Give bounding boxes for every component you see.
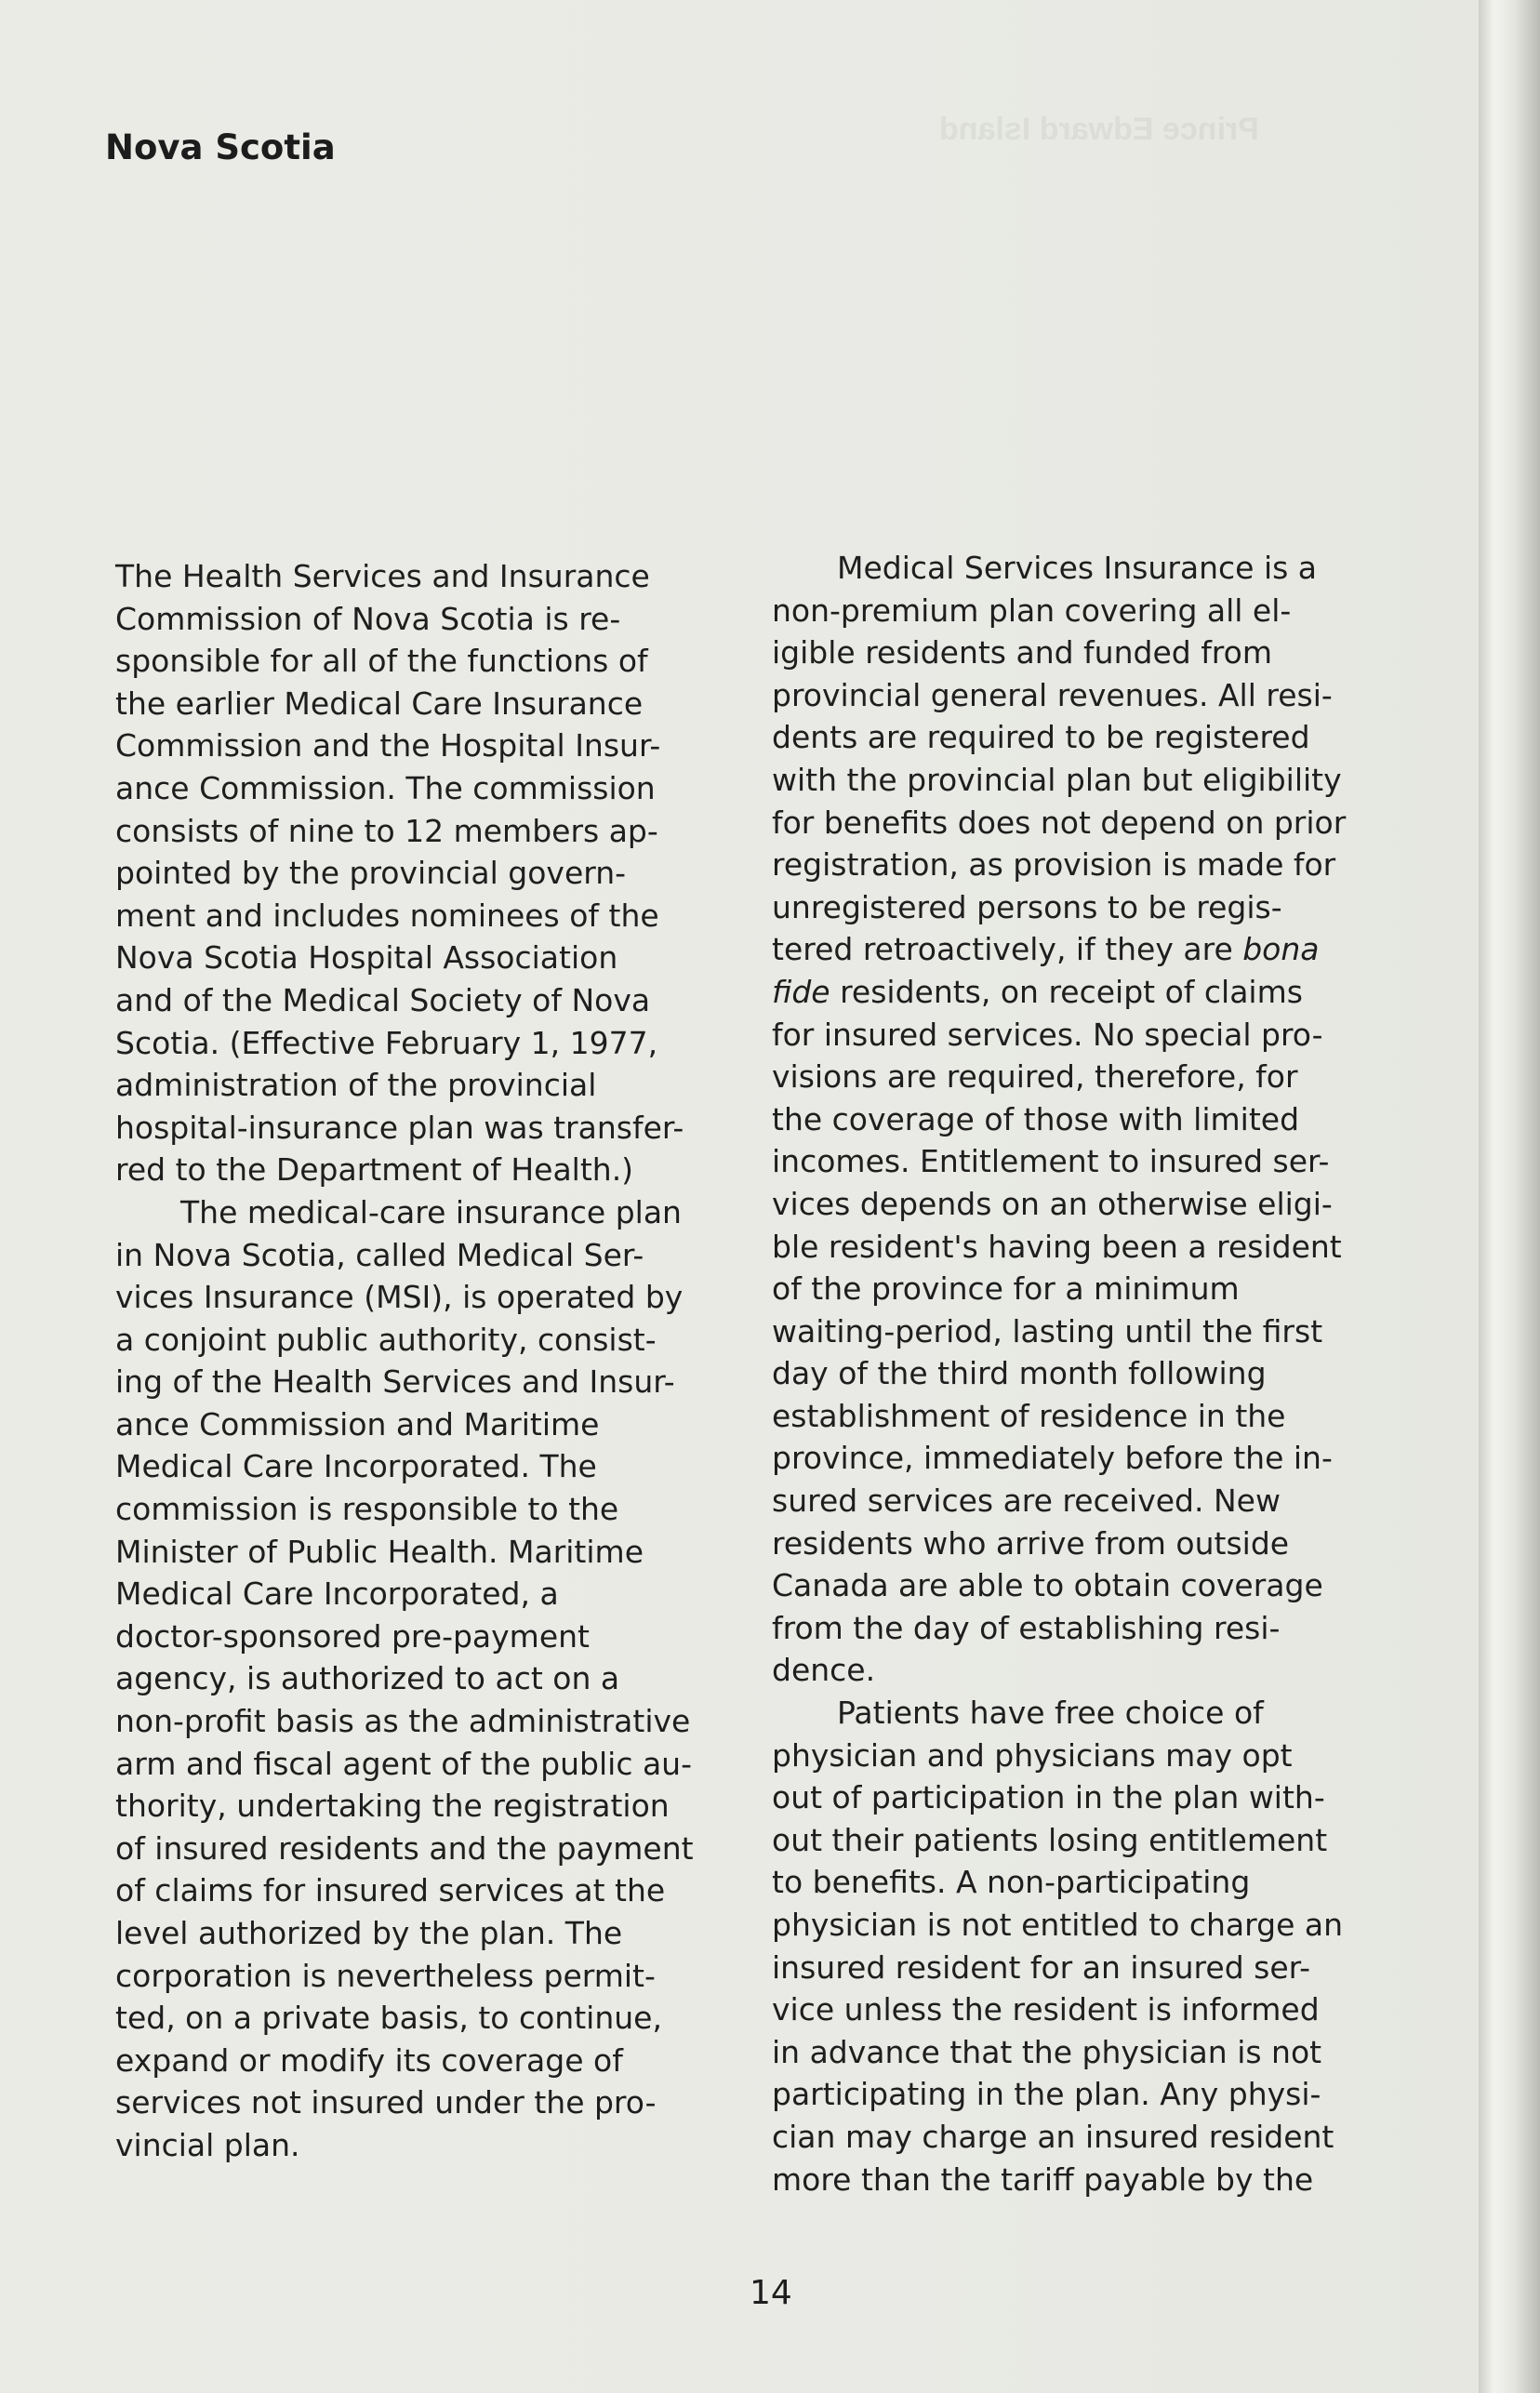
right-paragraph-1-lines: Medical Services Insurance is a non-premium plan covering all el- igible residents and funded from provincial general revenues. All resi- dents are required to be registered with the provincial plan but eligibility for benefits does not depend on prior registration, as provision is made for unregistered persons to be regis- tered retroactively, if they are bona fide residents, on receipt of claims for insured services. No special pro- visions are required, therefore, for the coverage of those with limited incomes. Entitlement to insured ser- vices depends on an otherwise eligi- ble resident's having been a resident of the province for a minimum waiting-period, lasting until the first day of the third month following establishment of residence in the province, immediately before the in- sured services are received. New residents who arrive from outside Canada are able to obtain coverage from the day of establishing resi- dence. <box>772 550 1347 1689</box>
page-number: 14 <box>750 2274 792 2312</box>
left-paragraph-1-lines: The Health Services and Insurance Commission of Nova Scotia is re- sponsible for all of the functions of the earlier Medical Care Insurance Commission and the Hospital Insur- ance Commission. The commission consists of nine to 12 members ap- pointed by the provincial govern- ment and includes nominees of the Nova Scotia Hospital Association and of the Medical Society of Nova Scotia. (Effective February 1, 1977, administration of the provincial hospital-insurance plan was transfer- red to the Department of Health.) <box>115 558 684 1189</box>
left-paragraph-2-lines: The medical-care insurance plan in Nova Scotia, called Medical Ser- vices Insurance (MSI), is operated by a conjoint public authority, consist- ing of the Health Services and Insur- ance Commission and Maritime Medical Care Incorporated. The commission is responsible to the Minister of Public Health. Maritime Medical Care Incorporated, a doctor-sponsored pre-payment agency, is authorized to act on a non-profit basis as the administrative arm and fiscal agent of the public au- thority, undertaking the registration of insured residents and the payment of claims for insured services at the level authorized by the plan. The corporation is nevertheless permit- ted, on a private basis, to continue, expand or modify its coverage of services not insured under the pro- vincial plan. <box>115 1193 694 2163</box>
bleed-through-text: Prince Edward Island <box>939 112 1259 147</box>
section-heading: Nova Scotia <box>105 127 336 167</box>
book-spine-edge <box>1479 0 1540 2393</box>
right-column <box>772 547 1423 2200</box>
left-column <box>115 555 766 2167</box>
right-paragraph-2-lines: Patients have free choice of physician and physicians may opt out of participation in the plan with- out their patients losing entitlement to benefits. A non-participating physician is not entitled to charge an insured resident for an insured ser- vice unless the resident is informed in advance that the physician is not participating in the plan. Any physi- cian may charge an insured resident more than the tariff payable by the <box>772 1695 1344 2198</box>
